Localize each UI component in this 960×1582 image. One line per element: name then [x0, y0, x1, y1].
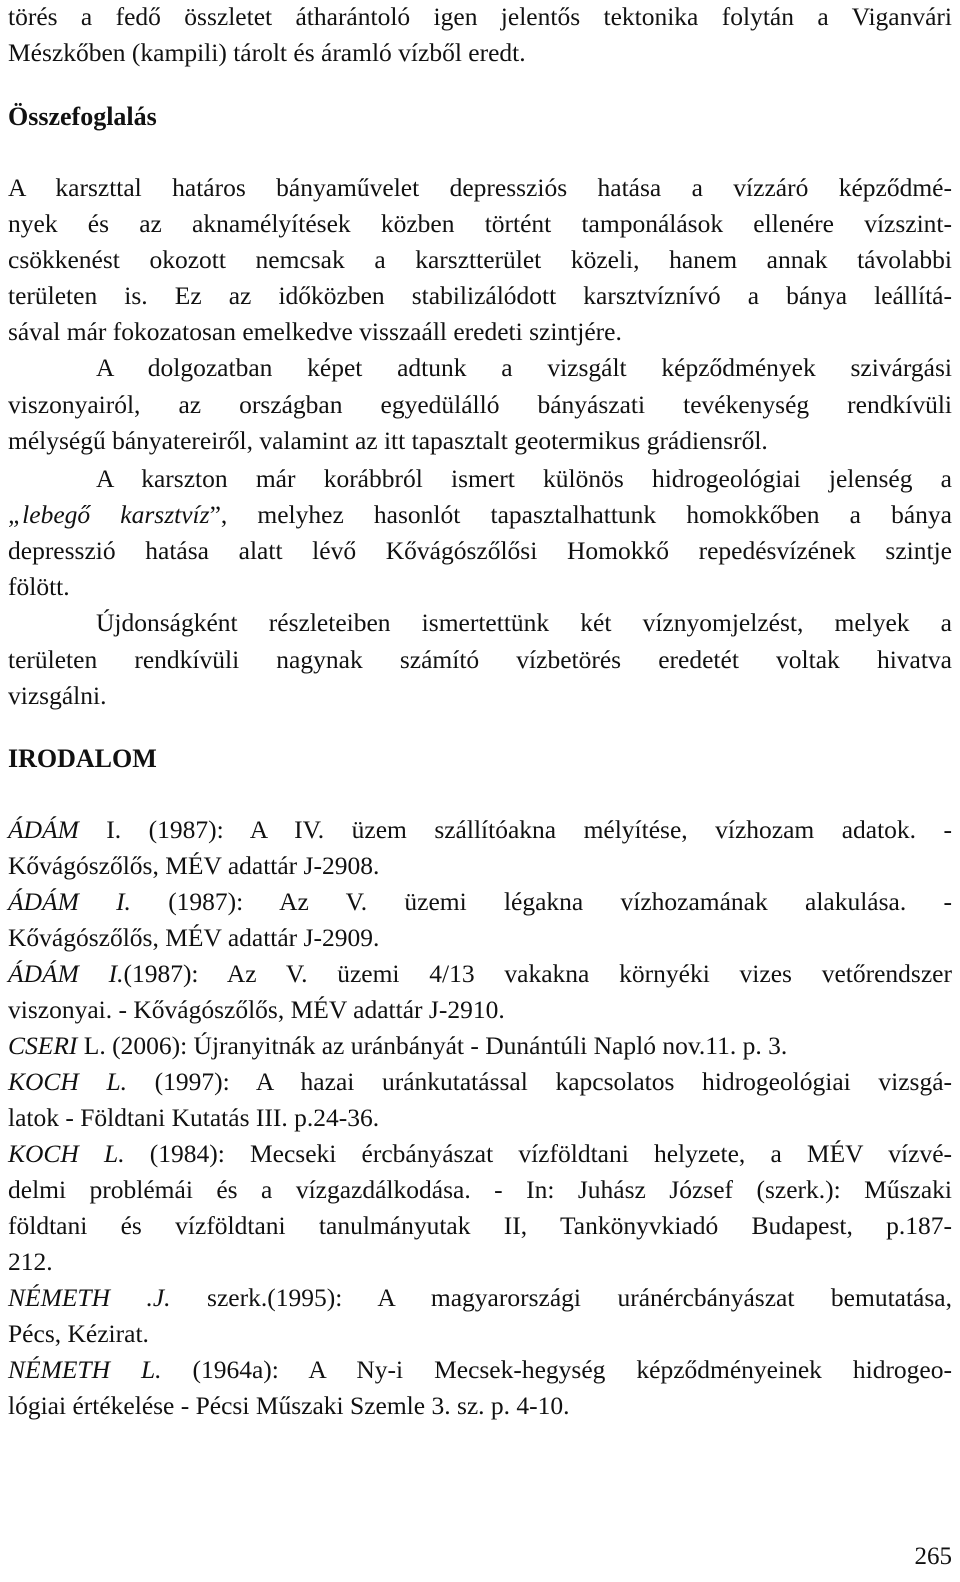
- text-line: viszonyairól, az országban egyedülálló bányászati tevékenység rendkívüli: [8, 390, 952, 419]
- reference-line: [8, 1135, 952, 1173]
- reference-text: (1987): Az V. üzemi 4/13 vakakna környéki vizes vetőrendszer: [123, 959, 952, 988]
- reference-text: (1984): Mecseki ércbányászat vízföldtani helyzete, a MÉV vízvé-: [124, 1139, 953, 1168]
- text-line: törés a fedő összletet átharántoló igen jelentős tektonika folytán a Viganvári: [8, 2, 952, 31]
- reference-text: L. (2006): Újranyitnák az uránbányát - Dunántúli Napló nov.11. p. 3.: [77, 1031, 788, 1060]
- text-line: fölött.: [8, 572, 70, 601]
- text-line: sával már fokozatosan emelkedve visszaáll eredeti szintjére.: [8, 317, 622, 346]
- reference-text: I. (1987): A IV. üzem szállítóakna mélyítése, vízhozam adatok. -: [78, 815, 952, 844]
- text-line: Mészkőben (kampili) tárolt és áramló vízből eredt.: [8, 38, 526, 67]
- reference-line: Pécs, Kézirat.: [8, 1319, 149, 1348]
- reference-author: ÁDÁM: [8, 815, 79, 844]
- reference-line: [8, 1279, 952, 1317]
- reference-text: (1997): A hazai uránkutatással kapcsolatos hidrogeológiai vizsgá-: [127, 1067, 952, 1096]
- reference-line: lógiai értékelése - Pécsi Műszaki Szemle 3. sz. p. 4-10.: [8, 1391, 570, 1420]
- text-line: csökkenést okozott nemcsak a karsztterület közeli, hanem annak távolabbi: [8, 245, 952, 274]
- text-line: Újdonságként részleteiben ismertettünk két víznyomjelzést, melyek a: [96, 608, 952, 637]
- italic-term: „lebegő karsztvíz: [8, 500, 210, 529]
- text-line: területen rendkívüli nagynak számító vízbetörés eredetét voltak hivatva: [8, 645, 952, 674]
- text-line: A dolgozatban képet adtunk a vizsgált képződmények szivárgási: [96, 353, 952, 382]
- reference-line: [8, 955, 952, 993]
- reference-line: delmi problémái és a vízgazdálkodása. - In: Juhász József (szerk.): Műszaki: [8, 1175, 952, 1204]
- text-line: vizsgálni.: [8, 681, 107, 710]
- text-line: A karszton már korábbról ismert különös hidrogeológiai jelenség a: [96, 464, 952, 493]
- text-line: nyek és az aknamélyítések közben történt tamponálások ellenére vízszint-: [8, 209, 952, 238]
- page-number: 265: [914, 1543, 952, 1570]
- reference-line: latok - Földtani Kutatás III. p.24-36.: [8, 1103, 380, 1132]
- reference-line: [8, 883, 952, 921]
- text-line: mélységű bányatereiről, valamint az itt tapasztalt geotermikus grádiensről.: [8, 426, 768, 455]
- reference-line: földtani és vízföldtani tanulmányutak II, Tankönyvkiadó Budapest, p.187-: [8, 1211, 952, 1240]
- text-line: A karszttal határos bányaművelet depressziós hatása a vízzáró képződmé-: [8, 173, 952, 202]
- reference-text: (1964a): A Ny-i Mecsek-hegység képződményeinek hidrogeo-: [161, 1355, 952, 1384]
- reference-text: (1987): Az V. üzemi légakna vízhozamának alakulása. -: [130, 887, 952, 916]
- reference-line: Kővágószőlős, MÉV adattár J-2908.: [8, 851, 380, 880]
- reference-author: KOCH L.: [8, 1067, 128, 1096]
- reference-author: NÉMETH L.: [8, 1355, 162, 1384]
- reference-author: KOCH L.: [8, 1139, 125, 1168]
- text-line: [8, 496, 952, 534]
- reference-author: ÁDÁM I.: [8, 959, 124, 988]
- reference-line: 212.: [8, 1247, 53, 1276]
- reference-text: szerk.(1995): A magyarországi uránércbányászat bemutatása,: [170, 1283, 952, 1312]
- text-line: területen is. Ez az időközben stabilizálódott karsztvíznívó a bánya leállítá-: [8, 281, 952, 310]
- text-line: depresszió hatása alatt lévő Kővágószőlősi Homokkő repedésvízének szintje: [8, 536, 952, 565]
- reference-author: ÁDÁM I.: [8, 887, 131, 916]
- text-span: ”, melyhez hasonlót tapasztalhattunk homokkőben a bánya: [209, 500, 952, 529]
- reference-line: Kővágószőlős, MÉV adattár J-2909.: [8, 923, 380, 952]
- reference-author: CSERI: [8, 1031, 78, 1060]
- section-heading-references: IRODALOM: [8, 744, 157, 773]
- reference-line: [8, 1063, 952, 1101]
- reference-author: NÉMETH .J.: [8, 1283, 171, 1312]
- reference-line: [8, 1027, 952, 1065]
- section-heading-summary: Összefoglalás: [8, 102, 157, 131]
- reference-line: [8, 811, 952, 849]
- reference-line: [8, 1351, 952, 1389]
- reference-line: viszonyai. - Kővágószőlős, MÉV adattár J-2910.: [8, 995, 505, 1024]
